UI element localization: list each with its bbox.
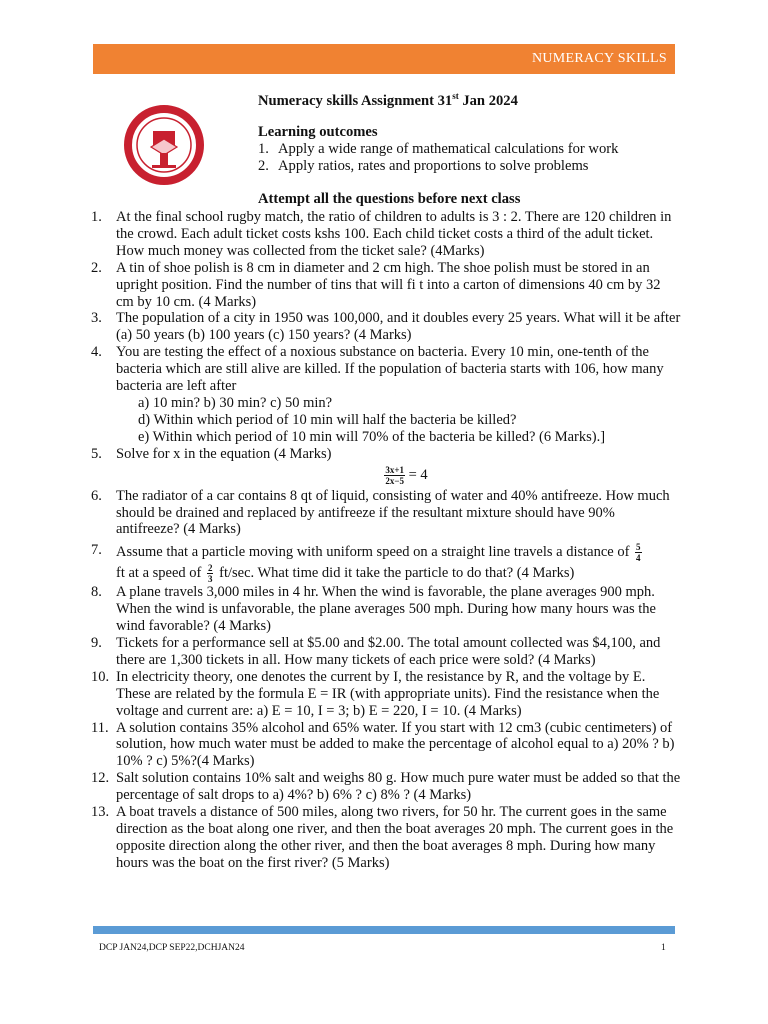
- question-3: 3. The population of a city in 1950 was 100,000, and it doubles every 25 years. What will it be after (a) 50 years (b) 100 years (c) 150 years? (4 Marks): [91, 310, 681, 344]
- question-12: 12. Salt solution contains 10% salt and weighs 80 g. How much pure water must be added so that the percentage of salt drops to a) 4%? b) 6% ? c) 8% ? (4 Marks): [91, 770, 681, 804]
- instruction-heading: Attempt all the questions before next class: [258, 191, 521, 207]
- question-8: 8. A plane travels 3,000 miles in 4 hr. When the wind is favorable, the plane averages 900 mph. When the wind is unfavorable, the plane averages 500 mph. During how many hours was the wind favorable? (4 Marks): [91, 584, 656, 635]
- footer-bar: [93, 926, 675, 934]
- question-11: 11. A solution contains 35% alcohol and 65% water. If you start with 12 cm3 (cubic centimeters) of solution, how much water must be added to make the percentage of alcohol equal to a) 20% ? b) 10% ? c) 5%?(4 Marks): [91, 719, 675, 770]
- question-2: 2. A tin of shoe polish is 8 cm in diameter and 2 cm high. The shoe polish must be stored in an upright position. Find the number of tins that will fi t into a carton of dimensions 40 cm by 32 cm by 10 cm. (4 Marks): [91, 259, 661, 310]
- training-centre-logo: [116, 103, 212, 187]
- header-bar: [93, 44, 675, 74]
- speed-fraction: $\frac{2}{3}$: [207, 563, 213, 585]
- distance-fraction: $\frac{5}{4}$: [636, 542, 641, 564]
- questions-list: [91, 209, 681, 872]
- question-7: 7. Assume that a particle moving with uniform speed on a straight line travels a distance of $\frac{5}{4}$ ft at a speed of $\frac{2}{3}$ ft/sec. What time did it take the particle to do that? (4 Marks): [91, 542, 641, 585]
- question-4-part-d: d) Within which period of 10 min will half the bacteria be killed?: [138, 411, 517, 428]
- learning-outcomes-heading: Learning outcomes: [258, 124, 378, 140]
- question-5: 5. Solve for x in the equation (4 Marks): [91, 445, 332, 462]
- question-9: 9. Tickets for a performance sell at $5.00 and $2.00. The total amount collected was $4,100, and there are 1,300 tickets in all. How many tickets of each price were sold? (4 Marks): [91, 635, 661, 668]
- footer-course-codes: DCP JAN24,DCP SEP22,DCHJAN24: [99, 943, 245, 953]
- learning-outcomes-list: [258, 141, 618, 175]
- question-4-part-e: e) Within which period of 10 min will 70% of the bacteria be killed? (6 Marks).]: [138, 428, 606, 445]
- question-6: 6. The radiator of a car contains 8 qt of liquid, consisting of water and 40% antifreeze. How much should be drained and replaced by antifreeze if the resultant mixture should have 90% antifreeze? (4 Marks): [91, 487, 670, 538]
- learning-outcome-item: 2. Apply ratios, rates and proportions to solve problems: [258, 158, 589, 174]
- question-4: 4. You are testing the effect of a noxious substance on bacteria. Every 10 min, one-tenth of the bacteria which are still alive are killed. If the population of bacteria starts with 106, how many bacteria are left after: [91, 344, 664, 395]
- question-4-part-abc: a) 10 min? b) 30 min? c) 50 min?: [138, 394, 333, 411]
- learning-outcome-item: 1. Apply a wide range of mathematical calculations for work: [258, 141, 619, 157]
- assignment-title: Numeracy skills Assignment 31st Jan 2024: [258, 91, 518, 109]
- question-10: 10. In electricity theory, one denotes the current by I, the resistance by R, and the voltage by E. These are related by the formula E = IR (with appropriate units). Find the resistance when the voltage and current are: a) E = 10, I = 3; b) E = 220, I = 10. (4 Marks): [91, 668, 660, 719]
- question-5-equation: $\frac{3x+1}{2x-5}$ = 4: [385, 464, 428, 486]
- header-label: NUMERACY SKILLS: [531, 51, 667, 66]
- question-13: 13. A boat travels a distance of 500 miles, along two rivers, for 50 hr. The current goes in the same direction as the boat along one river, and then the boat averages 20 mph. The current goes in the opposite direction along the other river, and then the boat averages 8 mph. During how many hours was the boat on the first river? (5 Marks): [91, 804, 674, 871]
- question-1: 1. At the final school rugby match, the ratio of children to adults is 3 : 2. There are 120 children in the crowd. Each adult ticket costs kshs 100. Each child ticket costs a third of the adult ticket. How much money was collected from the ticket sale? (4Marks): [91, 209, 672, 259]
- page-number: 1: [661, 943, 666, 953]
- equation-fraction: $\frac{3x+1}{2x-5}$: [385, 464, 404, 486]
